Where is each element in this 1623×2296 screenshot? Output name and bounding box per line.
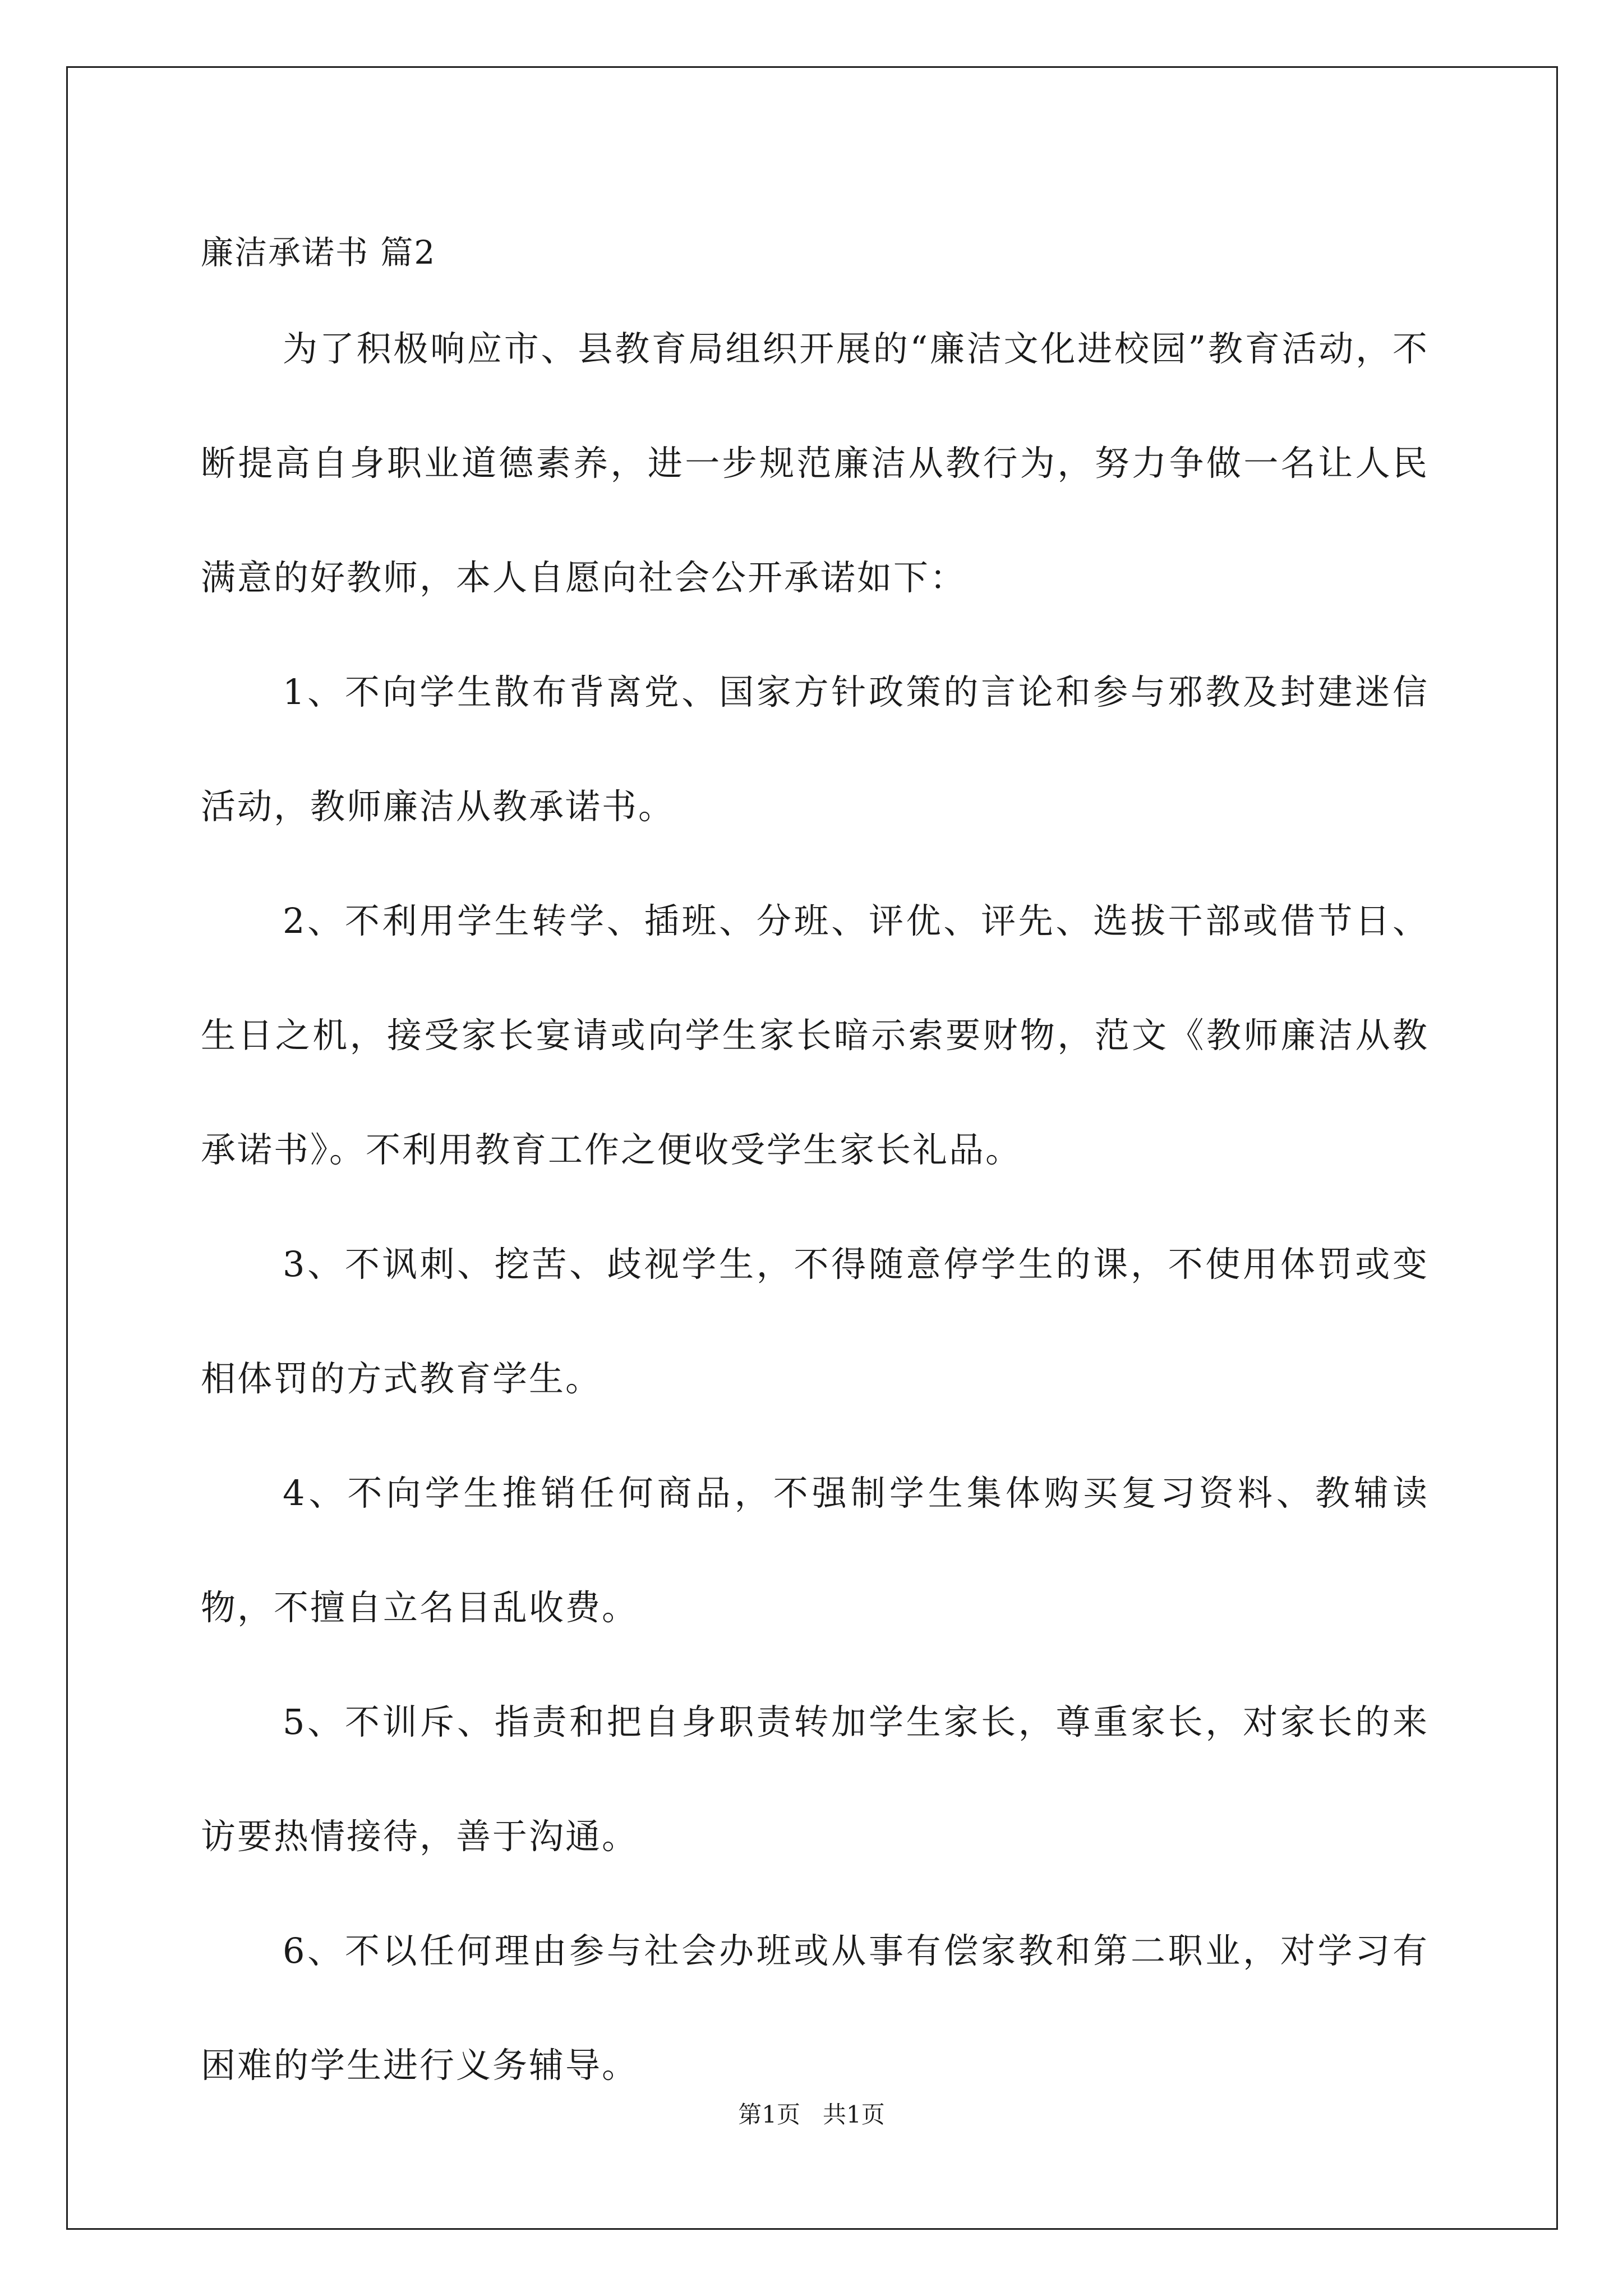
paragraph-item-6: 6、不以任何理由参与社会办班或从事有偿家教和第二职业，对学习有困难的学生进行义务辅导。 xyxy=(201,1930,1429,2086)
page-number-current: 第1页 xyxy=(738,2101,800,2128)
document-title: 廉洁承诺书 篇2 xyxy=(201,233,436,272)
paragraph-item-4: 4、不向学生推销任何商品，不强制学生集体购买复习资料、教辅读物，不擅自立名目乱收费。 xyxy=(201,1473,1429,1628)
paragraph-item-1: 1、不向学生散布背离党、国家方针政策的言论和参与邪教及封建迷信活动，教师廉洁从教承诺书。 xyxy=(201,671,1429,827)
paragraph-intro: 为了积极响应市、县教育局组织开展的“廉洁文化进校园”教育活动，不断提高自身职业道德素养，进一步规范廉洁从教行为，努力争做一名让人民满意的好教师，本人自愿向社会公开承诺如下： xyxy=(201,328,1429,598)
page-footer xyxy=(0,2098,1623,2132)
paragraph-item-5: 5、不训斥、指责和把自身职责转加学生家长，尊重家长，对家长的来访要热情接待，善于沟通。 xyxy=(201,1701,1429,1857)
paragraph-item-3: 3、不讽刺、挖苦、歧视学生，不得随意停学生的课，不使用体罚或变相体罚的方式教育学生。 xyxy=(201,1244,1429,1399)
page-number-total: 共1页 xyxy=(823,2101,885,2128)
document-body xyxy=(201,213,1429,2123)
paragraph-item-2: 2、不利用学生转学、插班、分班、评优、评先、选拔干部或借节日、生日之机，接受家长宴请或向学生家长暗示索要财物，范文《教师廉洁从教承诺书》。不利用教育工作之便收受学生家长礼品。 xyxy=(201,900,1429,1170)
